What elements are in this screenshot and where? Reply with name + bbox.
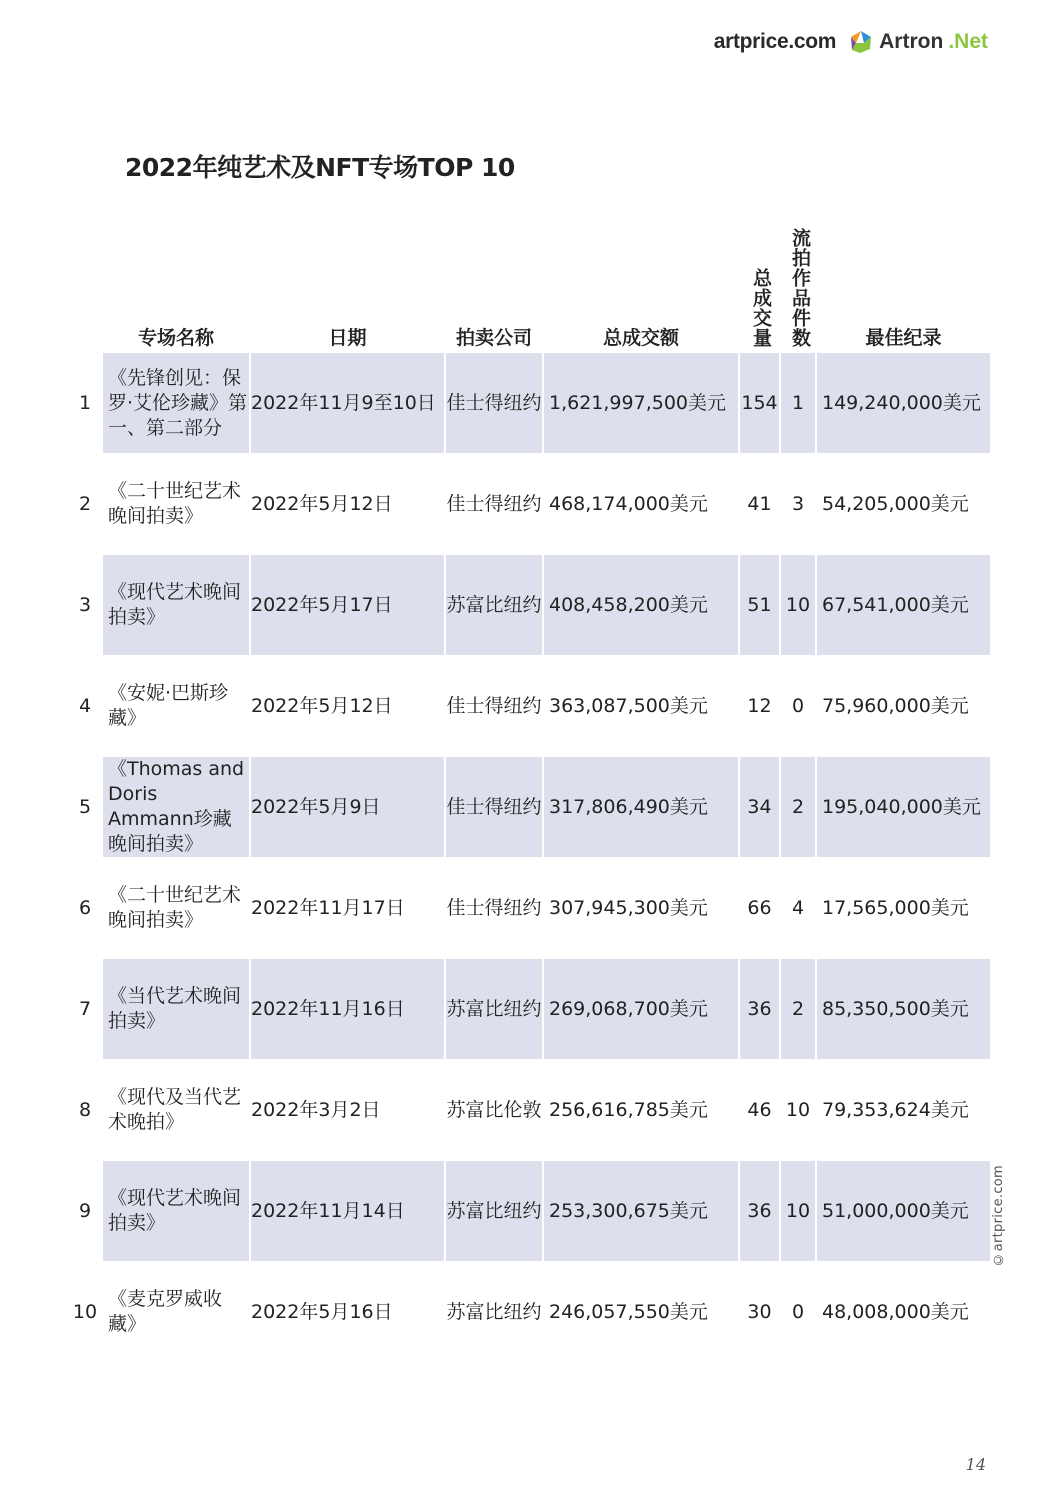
- date-cell: 2022年11月9至10日: [251, 353, 444, 453]
- rank-cell: 6: [78, 896, 92, 919]
- unsold-lots-cell: 10: [781, 1161, 815, 1261]
- lots-sold-cell: 46: [747, 1098, 772, 1121]
- date-cell: 2022年11月16日: [251, 959, 444, 1059]
- lots-sold-cell: 36: [740, 1161, 779, 1261]
- copyright-watermark: ©artprice.com: [991, 1165, 1006, 1267]
- table-row: [0, 858, 1052, 959]
- artron-logo: [848, 30, 988, 54]
- unsold-lots-cell: 3: [791, 492, 805, 515]
- unsold-lots-cell: 10: [785, 1098, 811, 1121]
- best-record-cell: 85,350,500美元: [817, 959, 990, 1059]
- best-record-cell: 48,008,000美元: [822, 1300, 969, 1323]
- sale-name-cell: 《现代艺术晚间拍卖》: [103, 555, 249, 655]
- unsold-lots-cell: 2: [781, 959, 815, 1059]
- unsold-lots-cell: 1: [781, 353, 815, 453]
- best-record-cell: 17,565,000美元: [822, 896, 969, 919]
- auction-house-cell: 苏富比伦敦: [446, 1098, 542, 1121]
- auction-house-cell: 苏富比纽约: [446, 1161, 542, 1261]
- sale-name-cell: 《二十世纪艺术晚间拍卖》: [108, 480, 242, 527]
- unsold-lots-cell: 4: [791, 896, 805, 919]
- total-sales-cell: 363,087,500美元: [549, 694, 708, 717]
- auction-house-cell: 佳士得纽约: [446, 694, 542, 717]
- auction-table: [0, 353, 1052, 1363]
- table-row: [0, 353, 1052, 454]
- column-header-lots: 总成交量: [750, 268, 772, 348]
- table-row: [0, 656, 1052, 757]
- best-record-cell: 149,240,000美元: [817, 353, 990, 453]
- table-row: [0, 1161, 1052, 1262]
- table-row: [0, 959, 1052, 1060]
- table-row: [0, 1262, 1052, 1363]
- lots-sold-cell: 12: [747, 694, 772, 717]
- artron-logo-icon: [848, 30, 874, 54]
- column-header-total: 总成交额: [602, 327, 679, 349]
- auction-house-cell: 佳士得纽约: [446, 896, 542, 919]
- table-header: [0, 200, 1052, 352]
- table-row: [0, 454, 1052, 555]
- table-row: [0, 757, 1052, 858]
- sale-name-cell: 《现代艺术晚间拍卖》: [103, 1161, 249, 1261]
- sale-name-cell: 《当代艺术晚间拍卖》: [103, 959, 249, 1059]
- lots-sold-cell: 30: [747, 1300, 772, 1323]
- rank-cell: 7: [78, 997, 92, 1020]
- sale-name-cell: 《现代及当代艺术晚拍》: [108, 1086, 242, 1133]
- table-row: [0, 555, 1052, 656]
- lots-sold-cell: 36: [740, 959, 779, 1059]
- date-cell: 2022年3月2日: [251, 1098, 381, 1121]
- artron-logo-text: Artron: [879, 30, 944, 53]
- best-record-cell: 54,205,000美元: [822, 492, 969, 515]
- best-record-cell: 51,000,000美元: [817, 1161, 990, 1261]
- best-record-cell: 79,353,624美元: [822, 1098, 969, 1121]
- unsold-lots-cell: 10: [781, 555, 815, 655]
- total-sales-cell: 408,458,200美元: [544, 555, 738, 655]
- total-sales-cell: 269,068,700美元: [544, 959, 738, 1059]
- unsold-lots-cell: 2: [781, 757, 815, 857]
- total-sales-cell: 256,616,785美元: [549, 1098, 708, 1121]
- unsold-lots-cell: 0: [791, 1300, 805, 1323]
- date-cell: 2022年5月17日: [251, 555, 444, 655]
- sale-name-cell: 《麦克罗威收藏》: [108, 1288, 223, 1335]
- lots-sold-cell: 51: [740, 555, 779, 655]
- rank-cell: 4: [78, 694, 92, 717]
- rank-cell: 2: [78, 492, 92, 515]
- date-cell: 2022年11月17日: [251, 896, 405, 919]
- page-title: 2022年纯艺术及NFT专场TOP 10: [125, 153, 515, 182]
- page-number: 14: [965, 1455, 986, 1474]
- auction-house-cell: 佳士得纽约: [446, 757, 542, 857]
- auction-house-cell: 佳士得纽约: [446, 492, 542, 515]
- total-sales-cell: 253,300,675美元: [544, 1161, 738, 1261]
- lots-sold-cell: 34: [740, 757, 779, 857]
- table-row: [0, 1060, 1052, 1161]
- rank-cell: 8: [78, 1098, 92, 1121]
- date-cell: 2022年11月14日: [251, 1161, 444, 1261]
- total-sales-cell: 317,806,490美元: [544, 757, 738, 857]
- rank-cell: 1: [78, 391, 92, 414]
- date-cell: 2022年5月12日: [251, 492, 393, 515]
- best-record-cell: 75,960,000美元: [822, 694, 969, 717]
- sale-name-cell: 《安妮·巴斯珍藏》: [108, 682, 229, 729]
- artron-logo-suffix: .Net: [948, 30, 988, 53]
- column-header-date: 日期: [328, 327, 367, 349]
- total-sales-cell: 307,945,300美元: [549, 896, 708, 919]
- date-cell: 2022年5月9日: [251, 757, 444, 857]
- rank-cell: 3: [78, 593, 92, 616]
- rank-cell: 5: [78, 795, 92, 818]
- artprice-logo: artprice.com: [713, 30, 837, 53]
- column-header-record: 最佳纪录: [865, 327, 942, 349]
- rank-cell: 10: [72, 1300, 98, 1323]
- rank-cell: 9: [78, 1199, 92, 1222]
- total-sales-cell: 468,174,000美元: [549, 492, 708, 515]
- column-header-name: 专场名称: [137, 327, 214, 349]
- sale-name-cell: 《先锋创见：保罗·艾伦珍藏》第一、第二部分: [103, 353, 249, 453]
- header-logos: [714, 30, 988, 54]
- date-cell: 2022年5月12日: [251, 694, 393, 717]
- sale-name-cell: 《二十世纪艺术晚间拍卖》: [108, 884, 242, 931]
- auction-house-cell: 苏富比纽约: [446, 959, 542, 1059]
- auction-house-cell: 苏富比纽约: [446, 555, 542, 655]
- auction-house-cell: 苏富比纽约: [446, 1300, 542, 1323]
- total-sales-cell: 246,057,550美元: [549, 1300, 708, 1323]
- date-cell: 2022年5月16日: [251, 1300, 393, 1323]
- best-record-cell: 67,541,000美元: [817, 555, 990, 655]
- column-header-house: 拍卖公司: [455, 327, 532, 349]
- lots-sold-cell: 66: [747, 896, 772, 919]
- lots-sold-cell: 154: [740, 353, 779, 453]
- unsold-lots-cell: 0: [791, 694, 805, 717]
- total-sales-cell: 1,621,997,500美元: [544, 353, 738, 453]
- column-header-unsold: 流拍作品件数: [789, 228, 811, 348]
- auction-house-cell: 佳士得纽约: [446, 353, 542, 453]
- best-record-cell: 195,040,000美元: [817, 757, 990, 857]
- sale-name-cell: 《Thomas and Doris Ammann珍藏晚间拍卖》: [103, 757, 249, 857]
- lots-sold-cell: 41: [747, 492, 772, 515]
